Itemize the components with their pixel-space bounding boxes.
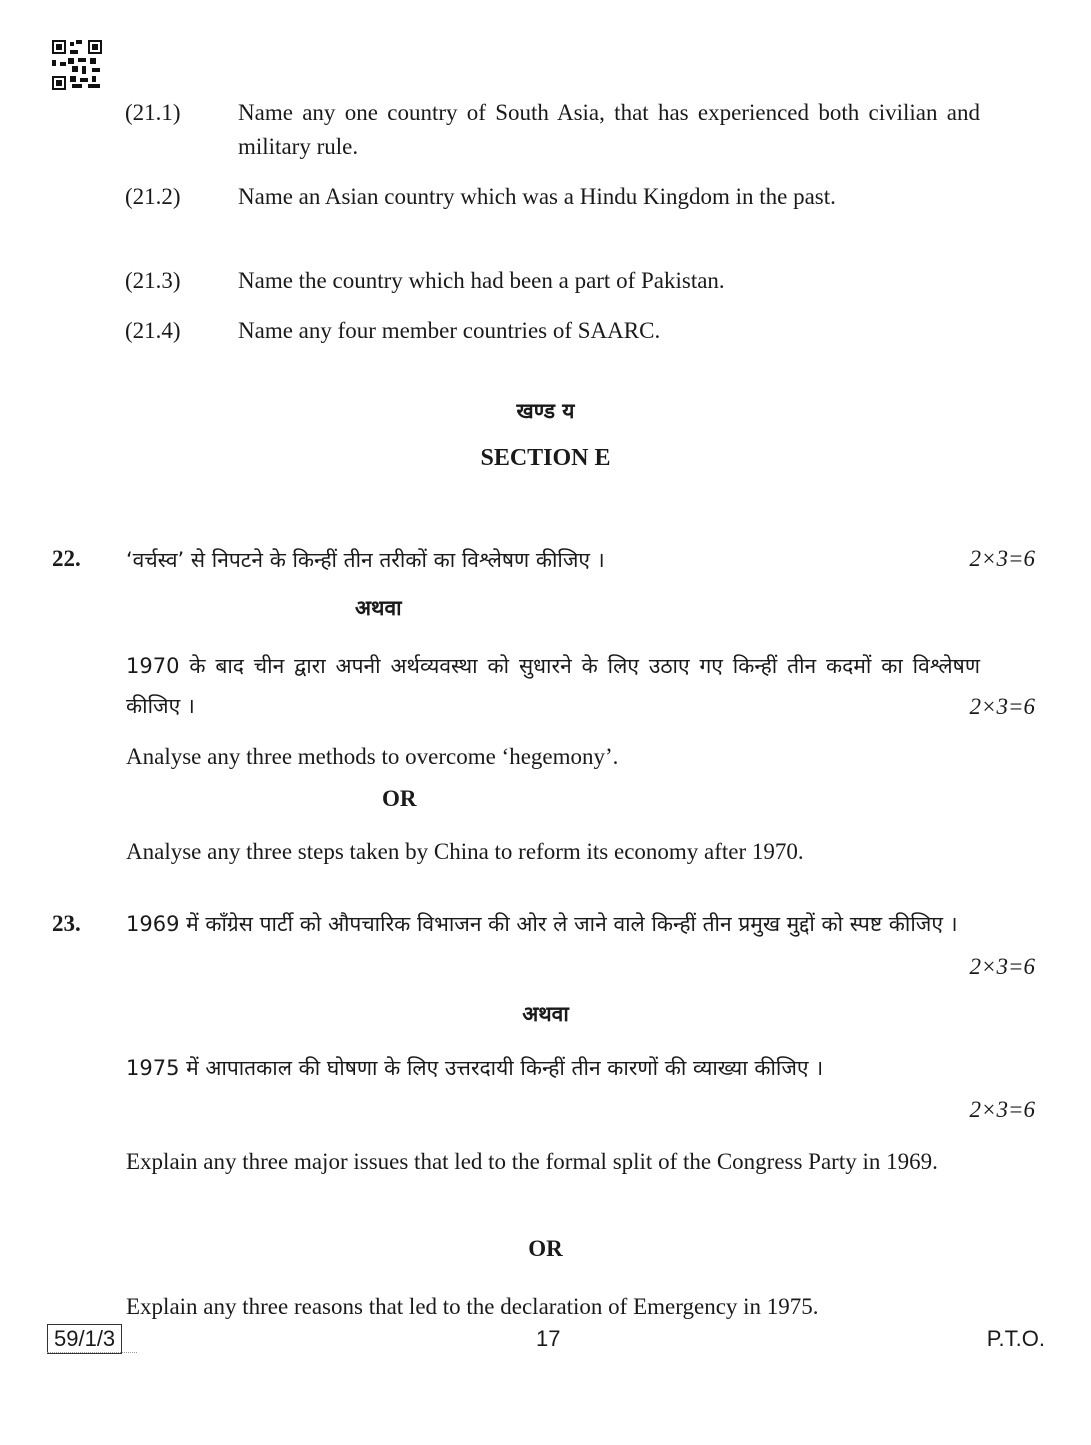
subquestion-number: (21.2) — [125, 184, 181, 209]
page-number: 17 — [536, 1326, 561, 1351]
question-english: Explain any three major issues that led to the formal split of the Congress Party in 1969. — [126, 1149, 938, 1174]
subquestion-number: (21.4) — [125, 318, 181, 343]
marks: 2×3=6 — [969, 546, 1035, 571]
question-english-alt: Analyse any three steps taken by China to reform its economy after 1970. — [126, 839, 804, 864]
subquestion-text: Name any four member countries of SAARC. — [238, 318, 661, 343]
or-hindi: अथवा — [355, 596, 402, 620]
subquestion-number: (21.3) — [125, 268, 181, 293]
question-hindi: ‘वर्चस्व’ से निपटने के किन्हीं तीन तरीकों का विश्लेषण कीजिए । — [126, 548, 605, 572]
subquestion-text: Name the country which had been a part of Pakistan. — [238, 268, 725, 293]
or-english: OR — [382, 786, 417, 811]
marks: 2×3=6 — [969, 954, 1035, 979]
question-hindi-alt: 1975 में आपातकाल की घोषणा के लिए उत्तरदायी किन्हीं तीन कारणों की व्याख्या कीजिए । — [126, 1056, 824, 1080]
pto-label: P.T.O. — [986, 1326, 1045, 1351]
question-hindi: 1969 में काँग्रेस पार्टी को औपचारिक विभाजन की ओर ले जाने वाले किन्हीं तीन प्रमुख मुद्दों को स्पष्ट कीजिए । — [126, 912, 958, 936]
question-number: 23. — [52, 911, 81, 936]
subquestion-number: (21.1) — [125, 100, 181, 125]
code-underline — [47, 1352, 137, 1356]
paper-code: 59/1/3 — [47, 1324, 122, 1354]
question-english: Analyse any three methods to overcome ‘hegemony’. — [126, 744, 619, 769]
section-heading-english: SECTION E — [480, 445, 611, 471]
or-english: OR — [528, 1236, 563, 1261]
qr-code — [52, 40, 102, 90]
marks: 2×3=6 — [969, 694, 1035, 719]
subquestion-text: Name any one country of South Asia, that has experienced both civilian and military rule. — [238, 100, 980, 159]
or-hindi: अथवा — [522, 1002, 569, 1026]
subquestion-text: Name an Asian country which was a Hindu Kingdom in the past. — [238, 184, 836, 209]
question-english-alt: Explain any three reasons that led to the declaration of Emergency in 1975. — [126, 1294, 819, 1319]
question-hindi-alt: 1970 के बाद चीन द्वारा अपनी अर्थव्यवस्था को सुधारने के लिए उठाए गए किन्हीं तीन कदमों का विश्लेषण कीजिए । — [126, 654, 980, 718]
question-number: 22. — [52, 546, 81, 571]
section-heading-hindi: खण्ड य — [516, 399, 575, 423]
marks: 2×3=6 — [969, 1097, 1035, 1122]
